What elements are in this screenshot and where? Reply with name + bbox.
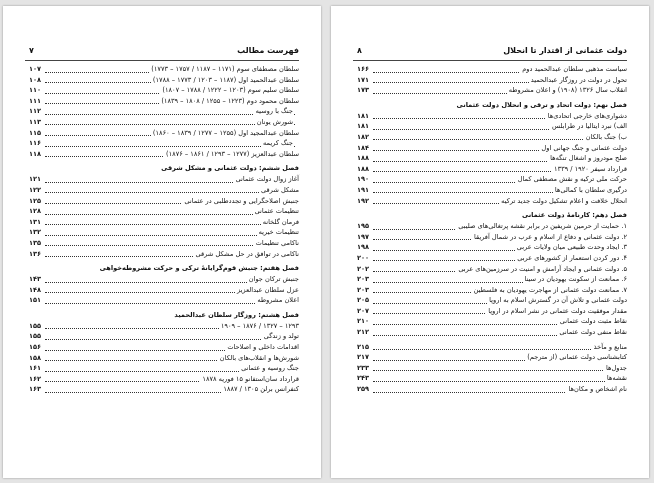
entry-label: کنفرانس برلن ۱۳۰۵ / ۱۸۸۷	[223, 385, 299, 394]
toc-entry[interactable]	[29, 75, 299, 86]
page-number: ۸	[357, 46, 362, 55]
entry-page-number: ۱۶۶	[357, 65, 370, 73]
toc-entry[interactable]	[357, 373, 627, 384]
toc-entry[interactable]	[29, 149, 299, 160]
entry-label: جنبش ترکان جوان	[248, 275, 299, 284]
page-header	[29, 46, 299, 60]
entry-label: تنظیمات خیریه	[258, 228, 299, 237]
entry-page-number: ۱۵۸	[29, 353, 42, 362]
toc-entry[interactable]	[357, 274, 627, 285]
toc-entry[interactable]	[357, 164, 627, 175]
entry-page-number: ۱۵۵	[29, 332, 42, 341]
entry-page-number: ۱۹۲	[357, 196, 370, 205]
entry-page-number: ۱۲۱	[29, 175, 42, 184]
entry-label: سلطان مصطفای سوم (۱۱۷۱ – ۱۱۸۷ / ۱۷۵۷ – ۱۷۷۳)	[151, 65, 299, 73]
section-heading: فصل هفتم: جنبش قوم‌گرایانهٔ ترکی و حرکت مشروطه‌خواهی	[99, 264, 299, 273]
entry-label: سیاست مذهبی سلطان عبدالحمید دوم	[522, 65, 627, 73]
toc-entry[interactable]	[29, 217, 299, 228]
entry-page-number: ۱۱۰	[29, 86, 42, 95]
entry-page-number: ۲۰۳	[357, 275, 370, 284]
toc-entry[interactable]	[357, 295, 627, 306]
entry-label: ناکامی تنظیمات	[255, 238, 299, 247]
entry-page-number: ۱۶۳	[29, 385, 42, 394]
entry-page-number: ۱۹۰	[357, 175, 370, 184]
toc-entry[interactable]	[29, 249, 299, 260]
dot-leader	[45, 146, 295, 147]
toc-entry[interactable]	[357, 174, 627, 185]
entry-page-number: ۲۱۵	[357, 342, 370, 351]
entry-label: آغاز زوال دولت عثمانی	[235, 175, 299, 184]
header-rule	[25, 60, 299, 61]
entry-page-number: ۲۰۲	[357, 264, 370, 273]
toc-entry[interactable]	[357, 111, 627, 122]
entry-page-number: ۱۳۶	[29, 249, 42, 258]
entry-label: ۶. ممانعت از سکونت یهودیان در سینا	[524, 275, 627, 284]
entry-page-number: ۱۱۵	[29, 128, 42, 137]
entry-label: ۲. دولت عثمانی و دفاع از اسلام و عرب در شمال آفریقا	[473, 232, 627, 241]
running-title: دولت عثمانی از اقتدار تا انحلال	[503, 46, 627, 55]
entry-label: ۴. دور کردن استعمار از کشورهای عربی	[517, 253, 627, 262]
entry-label: دشواری‌های خارجی اتحادی‌ها	[547, 111, 627, 120]
entry-label: ۵. دولت عثمانی و ایجاد آرامش و امنیت در سرزمین‌های عربی	[458, 264, 627, 273]
entry-label: حرکت ملی ترکیه و نقش مصطفی کمال	[517, 175, 627, 184]
toc-entry[interactable]	[357, 121, 627, 132]
entry-page-number: ۱۳۲	[29, 228, 42, 237]
entry-label: تنظیمات عثمانی	[254, 207, 299, 216]
toc-entry[interactable]	[357, 327, 627, 338]
entry-page-number: ۱۷۱	[357, 75, 370, 84]
toc-entry[interactable]	[357, 64, 627, 75]
entry-label: سلطان عبدالعزیز (۱۲۷۷ – ۱۲۹۳ / ۱۸۶۱ – ۱۸۷۶)	[166, 149, 299, 158]
entry-label: اقدامات داخلی و اصلاحات	[227, 343, 299, 352]
entry-label: سلطان محمود دوم (۱۲۲۳ – ۱۲۵۵ / ۱۸۰۸ – ۱۸۳۹)	[161, 96, 299, 105]
toc-entry[interactable]	[357, 153, 627, 164]
entry-page-number: ۲۰۵	[357, 296, 370, 305]
entry-label: انقلاب سال ۱۳۲۶ (۱۹۰۸) و اعلان مشروطه	[508, 86, 627, 95]
section-heading: فصل هشتم: روزگار سلطان عبدالحمید	[174, 310, 299, 319]
toc-entry[interactable]	[357, 185, 627, 196]
entry-page-number: ۱۱۳	[29, 117, 42, 126]
entry-page-number: ۱۹۷	[357, 232, 370, 241]
toc-entry[interactable]	[29, 342, 299, 353]
entry-label: فرمان گلخانه	[262, 217, 299, 226]
entry-page-number: ۲۳۳	[357, 363, 370, 372]
toc-entry[interactable]	[29, 285, 299, 296]
entry-page-number: ۲۵۹	[357, 385, 370, 394]
entry-label: صلح مودروز و اشغال تنگه‌ها	[550, 154, 627, 163]
section-heading: فصل نهم: دولت اتحاد و ترقی و انحلال دولت عثمانی	[456, 100, 627, 109]
entry-label: ۷. ممانعت دولت عثمانی از مهاجرت یهودیان به فلسطین	[473, 285, 627, 294]
entry-label: شورش یونان	[256, 117, 293, 126]
toc-entry[interactable]	[357, 75, 627, 86]
toc-entry[interactable]	[357, 342, 627, 353]
entry-label: دولت عثمانی و تلاش آن در گسترش اسلام به اروپا	[489, 296, 627, 305]
entry-page-number: ۱۸۱	[357, 111, 370, 120]
toc-list	[357, 64, 627, 395]
toc-entry[interactable]	[357, 242, 627, 253]
entry-page-number: ۱۹۸	[357, 243, 370, 252]
entry-label: تولد و زندگی	[263, 332, 299, 341]
dot-leader	[45, 339, 295, 340]
entry-label: شورش‌ها و انقلاب‌های بالکان	[219, 353, 299, 362]
toc-entry[interactable]	[29, 274, 299, 285]
entry-page-number: ۲۱۰	[357, 317, 370, 326]
toc-entry[interactable]	[29, 374, 299, 385]
entry-page-number: ۱۸۸	[357, 164, 370, 173]
entry-page-number: ۱۶۱	[29, 364, 42, 373]
dot-leader	[45, 192, 295, 193]
entry-page-number: ۲۴۳	[357, 374, 370, 383]
entry-label: تحول در دولت در روزگار عبدالحمید	[530, 75, 627, 84]
entry-label: عزل سلطان عبدالعزیز	[236, 285, 299, 294]
toc-entry[interactable]	[357, 306, 627, 317]
dot-leader	[45, 224, 295, 225]
entry-label: نقشه‌ها	[606, 374, 627, 383]
toc-entry[interactable]	[357, 285, 627, 296]
toc-entry[interactable]	[29, 384, 299, 395]
entry-page-number: ۱۴۸	[29, 285, 42, 294]
entry-label: کتابشناسی دولت عثمانی (از مترجم)	[527, 353, 627, 362]
entry-label: جنبش اصلاحگرایی و تجددطلبی در عثمانی	[184, 196, 299, 205]
entry-label: نقاط منفی دولت عثمانی	[559, 328, 627, 337]
entry-page-number: ۱۰۸	[29, 75, 42, 84]
page-number: ۷	[29, 46, 34, 55]
entry-page-number: ۱۸۱	[357, 122, 370, 131]
entry-page-number: ۱۲۸	[29, 207, 42, 216]
toc-entry[interactable]	[357, 316, 627, 327]
entry-page-number: ۲۱۷	[357, 353, 370, 362]
toc-entry[interactable]	[29, 85, 299, 96]
dot-leader	[373, 370, 623, 371]
entry-page-number: ۱۴۳	[29, 275, 42, 284]
toc-entry[interactable]	[357, 85, 627, 96]
entry-label: ناکامی در توافق در حل مشکل شرقی	[195, 249, 299, 258]
toc-entry[interactable]	[357, 384, 627, 395]
toc-entry[interactable]	[29, 353, 299, 364]
entry-page-number: ۱۱۸	[29, 149, 42, 158]
toc-entry[interactable]	[357, 221, 627, 232]
entry-page-number: ۲۰۰	[357, 253, 370, 262]
entry-page-number: ۱۵۶	[29, 343, 42, 352]
entry-label: جنگ با روسیه	[255, 107, 293, 116]
entry-label: مشکل شرقی	[261, 185, 299, 194]
entry-page-number: ۱۹۱	[357, 185, 370, 194]
entry-page-number: ۲۱۲	[357, 328, 370, 337]
toc-entry[interactable]	[29, 196, 299, 207]
entry-page-number: ۱۳۱	[29, 217, 42, 226]
section-heading: فصل ششم: دولت عثمانی و مشکل شرقی	[161, 164, 299, 173]
entry-label: نام اشخاص و مکان‌ها	[568, 385, 627, 394]
entry-label: جدول‌ها	[606, 363, 627, 372]
toc-subentry[interactable]	[29, 117, 299, 128]
toc-entry[interactable]	[29, 185, 299, 196]
section-heading: فصل دهم: کارنامهٔ دولت عثمانی	[522, 211, 627, 220]
entry-label: قرارداد سان‌استفانو ۱۵ فوریه ۱۸۷۸	[202, 374, 299, 383]
entry-page-number: ۱۳۵	[29, 238, 42, 247]
page-header	[357, 46, 627, 60]
toc-entry[interactable]	[357, 264, 627, 275]
entry-label: اعلان مشروطه	[257, 296, 299, 305]
left-page	[3, 6, 321, 478]
toc-entry[interactable]	[357, 363, 627, 374]
right-page	[331, 6, 649, 478]
entry-page-number: ۱۵۱	[29, 296, 42, 305]
entry-page-number: ۱۵۵	[29, 321, 42, 330]
toc-entry[interactable]	[357, 143, 627, 154]
entry-label: ۳. ایجاد وحدت طبیعی میان ولایات عربی	[516, 243, 627, 252]
entry-label: سلطان عبدالحمید اول (۱۱۸۷ – ۱۲۰۳ / ۱۷۷۳ – ۱۷۸۸)	[152, 75, 299, 84]
entry-label: منابع و مآخذ	[593, 342, 627, 351]
entry-page-number: ۱۲۲	[29, 185, 42, 194]
entry-label: سلطان عبدالمجید اول (۱۲۵۵ – ۱۲۷۷ / ۱۸۳۹ – ۱۸۶۰)	[152, 128, 299, 137]
header-rule	[353, 60, 627, 61]
toc-entry[interactable]	[357, 253, 627, 264]
toc-entry[interactable]	[29, 331, 299, 342]
entry-label: الف) نبرد ایتالیا در طرابلس	[552, 122, 627, 131]
entry-label: ب) جنگ بالکان	[585, 132, 627, 141]
toc-entry[interactable]	[29, 206, 299, 217]
entry-label: درگیری سلطان با کمالی‌ها	[554, 185, 627, 194]
dot-leader	[373, 381, 623, 382]
entry-page-number: ۲۰۳	[357, 285, 370, 294]
toc-entry[interactable]	[29, 363, 299, 374]
entry-page-number: ۱۲۵	[29, 196, 42, 205]
entry-page-number: ۱۹۵	[357, 222, 370, 231]
toc-entry[interactable]	[29, 238, 299, 249]
toc-entry[interactable]	[357, 196, 627, 207]
entry-page-number: ۱۸۲	[357, 132, 370, 141]
entry-label: ۱۲۹۳ – ۱۳۲۷ / ۱۸۷۶ – ۱۹۰۹	[220, 321, 299, 330]
toc-entry[interactable]	[29, 96, 299, 107]
entry-label: قرارداد سیفر ۱۹۲۰ / ۱۳۳۹	[554, 164, 627, 173]
entry-label: مقدار موفقیت دولت عثمانی در نشر اسلام در اروپا	[488, 306, 627, 315]
toc-list	[29, 64, 299, 395]
toc-entry[interactable]	[29, 227, 299, 238]
entry-page-number: ۱۰۷	[29, 65, 42, 73]
toc-entry[interactable]	[29, 128, 299, 139]
entry-label: جنگ روسیه و عثمانی	[241, 364, 299, 373]
toc-entry[interactable]	[357, 232, 627, 243]
entry-page-number: ۱۶۲	[29, 374, 42, 383]
entry-page-number: ۱۸۴	[357, 143, 370, 152]
entry-label: جنگ کریمه	[262, 139, 293, 148]
toc-entry[interactable]	[357, 352, 627, 363]
dot-leader	[373, 349, 623, 350]
toc-entry[interactable]	[29, 174, 299, 185]
toc-entry[interactable]	[357, 132, 627, 143]
entry-label: سلطان سلیم سوم (۱۲۰۳ – ۱۲۲۲ / ۱۷۸۸ – ۱۸۰۷)	[162, 86, 299, 95]
entry-page-number: ۱۱۱	[29, 96, 42, 105]
toc-entry[interactable]	[29, 64, 299, 75]
toc-entry[interactable]	[29, 295, 299, 306]
toc-subentry[interactable]	[29, 106, 299, 117]
entry-page-number: ۱۸۸	[357, 154, 370, 163]
entry-label: ۱. حمایت از حرمین شریفین در برابر نقشه پرتغالی‌های صلیبی	[458, 222, 627, 231]
toc-subentry[interactable]	[29, 138, 299, 149]
running-title: فهرست مطالب	[237, 46, 299, 55]
entry-page-number: ۲۰۷	[357, 306, 370, 315]
entry-page-number: ۱۱۶	[29, 139, 42, 148]
entry-page-number: ۱۷۳	[357, 86, 370, 95]
entry-page-number: ۱۱۲	[29, 107, 42, 116]
entry-label: انحلال خلافت و اعلام تشکیل دولت جدید ترکیه	[501, 196, 627, 205]
entry-label: دولت عثمانی و جنگ جهانی اول	[541, 143, 627, 152]
entry-label: نقاط مثبت دولت عثمانی	[559, 317, 627, 326]
toc-entry[interactable]	[29, 321, 299, 332]
